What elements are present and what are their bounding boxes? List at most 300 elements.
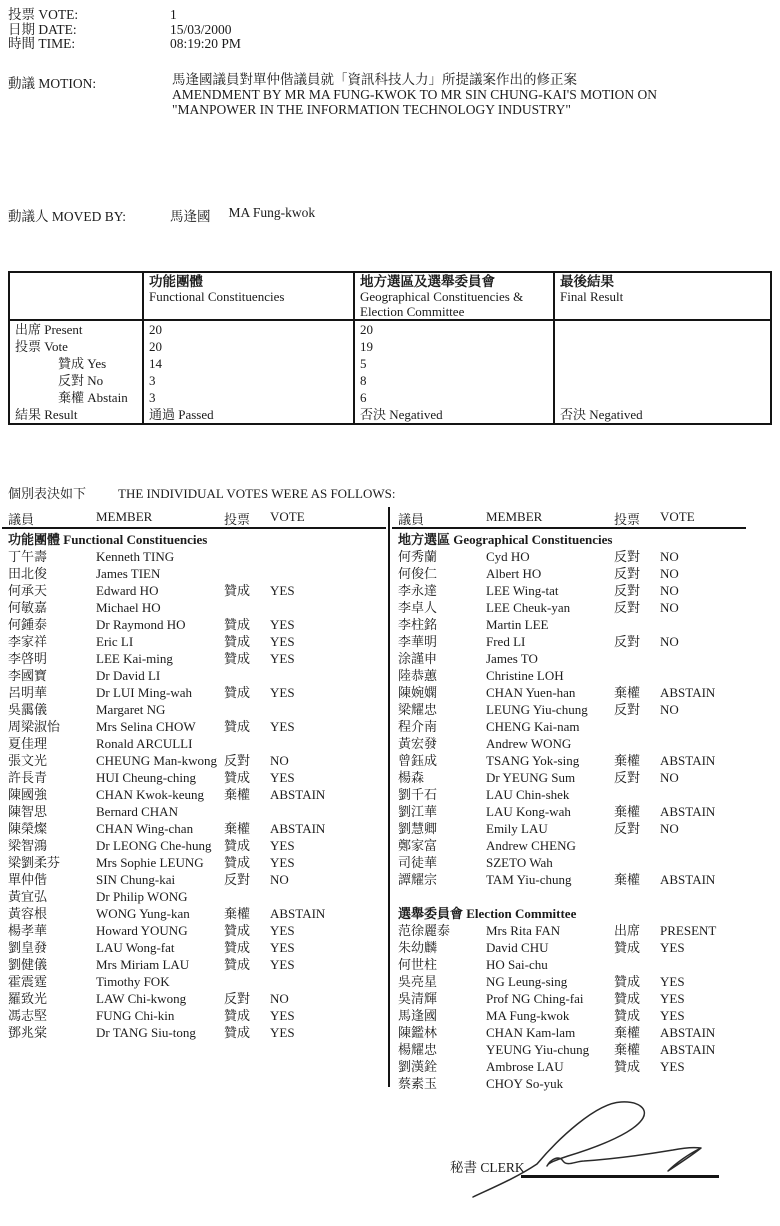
member-name-zh: 曾鈺成 [398,753,438,768]
member-vote-zh: 棄權 [614,1042,641,1057]
vote-header-en: VOTE [270,509,305,524]
member-name-en: CHAN Wing-chan [96,821,194,836]
member-row [8,837,386,854]
member-name-zh: 周梁淑怡 [8,719,61,734]
member-row [398,752,772,769]
member-name-zh: 楊孝華 [8,923,48,938]
member-vote-en: YES [270,634,295,649]
functional-title-zh: 功能團體 [149,274,203,289]
member-vote-en [660,956,772,973]
member-row [398,1024,772,1041]
vote-number-row [8,8,241,23]
member-vote-en: YES [270,651,295,666]
member-vote-zh: 贊成 [224,719,251,734]
member-name-en: TSANG Yok-sing [486,753,580,768]
member-vote-en [270,803,386,820]
member-vote-zh: 棄權 [614,872,641,887]
member-name-en: Mrs Sophie LEUNG [96,855,204,870]
member-row [398,820,772,837]
member-name-en: CHEUNG Man-kwong [96,753,217,768]
vote-section-title: 選舉委員會 Election Committee [398,906,577,921]
member-row [8,718,386,735]
member-row [8,565,386,582]
member-row [8,922,386,939]
member-row [8,582,386,599]
member-name-zh: 劉江華 [398,804,438,819]
summary-row-label: 贊成 Yes [9,355,143,372]
summary-value-cell [554,372,771,389]
member-name-en: NG Leung-sing [486,974,568,989]
member-vote-zh: 棄權 [614,685,641,700]
summary-row-label: 投票 Vote [9,338,143,355]
member-name-zh: 羅致光 [8,991,48,1006]
member-name-en: Dr LEONG Che-hung [96,838,212,853]
summary-value-cell: 6 [354,389,554,406]
member-vote-en [270,599,386,616]
member-name-zh: 單仲偕 [8,872,48,887]
member-row [398,990,772,1007]
member-name-en: WONG Yung-kan [96,906,190,921]
member-row [398,837,772,854]
summary-value-cell [554,355,771,372]
member-name-en: Prof NG Ching-fai [486,991,584,1006]
member-vote-en: YES [270,855,295,870]
member-name-zh: 陳婉嫻 [398,685,438,700]
member-row [398,939,772,956]
member-vote-zh: 贊成 [614,940,641,955]
member-name-zh: 朱幼麟 [398,940,438,955]
summary-row [9,406,771,424]
member-name-en: TAM Yiu-chung [486,872,572,887]
summary-row-label: 棄權 Abstain [9,389,143,406]
functional-title-en: Functional Constituencies [149,289,285,304]
member-name-zh: 陳榮燦 [8,821,48,836]
member-name-en: James TIEN [96,566,161,581]
member-vote-zh: 贊成 [224,923,251,938]
summary-col-geographical [354,272,554,320]
member-vote-en: YES [660,1008,685,1023]
member-vote-zh [224,599,270,616]
member-row [398,718,772,735]
member-name-zh: 李華明 [398,634,438,649]
member-vote-en: NO [270,872,289,887]
geographical-ec-votes-column [398,531,772,1092]
summary-corner-cell [9,272,143,320]
member-name-en: Dr YEUNG Sum [486,770,576,785]
member-row [398,565,772,582]
member-row [8,616,386,633]
member-vote-zh [224,888,270,905]
motion-line-en-1: AMENDMENT BY MR MA FUNG-KWOK TO MR SIN CHUNG-KAI'S MOTION ON [172,87,657,102]
member-name-en: Andrew WONG [486,736,572,751]
mover-name-en: MA Fung-kwok [228,205,316,220]
member-row [398,735,772,752]
member-vote-en: YES [270,1008,295,1023]
clerk-label: 秘書 CLERK [450,1160,525,1175]
member-vote-en: NO [660,549,679,564]
member-row [398,956,772,973]
member-vote-en: ABSTAIN [660,685,716,700]
member-vote-zh: 贊成 [224,1008,251,1023]
member-vote-zh: 反對 [614,549,641,564]
member-vote-zh: 棄權 [614,753,641,768]
member-row [8,684,386,701]
member-row [8,1024,386,1041]
member-name-en: CHAN Yuen-han [486,685,576,700]
member-vote-zh: 贊成 [224,634,251,649]
member-header-zh: 議員 [398,512,425,527]
member-name-zh: 陳國強 [8,787,48,802]
summary-value-cell: 3 [143,372,354,389]
member-row [398,684,772,701]
summary-col-final [554,272,771,320]
column-divider-line [388,507,390,1087]
member-name-zh: 何敏嘉 [8,600,48,615]
summary-value-cell: 5 [354,355,554,372]
member-vote-zh [224,565,270,582]
member-row [398,633,772,650]
member-name-en: Mrs Rita FAN [486,923,561,938]
summary-header-row [9,272,771,320]
left-column-header [8,509,385,528]
member-name-zh: 馬逢國 [398,1008,438,1023]
member-name-zh: 丁午壽 [8,549,48,564]
member-row [8,871,386,888]
member-vote-en: YES [270,940,295,955]
member-name-zh: 吳亮星 [398,974,438,989]
member-header-en: MEMBER [96,509,153,524]
final-title-zh: 最後結果 [560,274,614,289]
member-header-en: MEMBER [486,509,543,524]
member-vote-en [660,650,772,667]
member-row [398,973,772,990]
member-header-zh: 議員 [8,512,35,527]
member-row [8,820,386,837]
member-vote-zh [614,854,660,871]
member-name-zh: 李家祥 [8,634,48,649]
summary-value-cell [554,389,771,406]
member-row [8,956,386,973]
member-row [8,667,386,684]
member-vote-zh [224,973,270,990]
member-vote-zh: 棄權 [614,804,641,819]
member-name-zh: 楊耀忠 [398,1042,438,1057]
member-vote-en: YES [660,1059,685,1074]
vote-section-header [8,531,386,548]
summary-value-cell: 20 [354,320,554,338]
member-row [398,769,772,786]
member-name-en: Mrs Miriam LAU [96,957,190,972]
member-row [8,599,386,616]
mover-name-zh: 馬逢國 [170,209,211,224]
member-vote-zh: 反對 [224,753,251,768]
functional-votes-column [8,531,386,1041]
member-row [8,786,386,803]
member-row [8,973,386,990]
member-name-en: LAU Wong-fat [96,940,175,955]
motion-line-zh: 馬逢國議員對單仲偕議員就「資訊科技人力」所提議案作出的修正案 [172,72,577,87]
member-vote-en: ABSTAIN [270,821,326,836]
member-name-zh: 鄭家富 [398,838,438,853]
member-vote-zh [614,616,660,633]
vote-section-header [398,905,772,922]
vote-header-zh: 投票 [224,512,251,527]
member-vote-en: YES [270,838,295,853]
member-row [8,854,386,871]
member-row [398,803,772,820]
member-name-zh: 劉健儀 [8,957,48,972]
member-vote-zh [614,956,660,973]
summary-value-cell: 通過 Passed [143,406,354,424]
summary-row [9,372,771,389]
member-vote-zh [614,650,660,667]
individual-heading-zh: 個別表決如下 [8,486,87,501]
member-name-zh: 李卓人 [398,600,438,615]
member-vote-zh: 反對 [224,872,251,887]
member-name-en: LEE Kai-ming [96,651,173,666]
member-vote-en [660,786,772,803]
member-name-en: Ambrose LAU [486,1059,564,1074]
member-row [8,888,386,905]
member-vote-en [660,616,772,633]
member-row [398,616,772,633]
member-row [8,939,386,956]
member-name-zh: 李永達 [398,583,438,598]
member-name-en: MA Fung-kwok [486,1008,570,1023]
member-vote-zh: 贊成 [224,940,251,955]
member-name-zh: 吳清輝 [398,991,438,1006]
date-label: 日期 DATE: [8,21,77,37]
member-name-zh: 黃宜弘 [8,889,48,904]
member-name-zh: 梁智鴻 [8,838,48,853]
member-vote-en: YES [660,974,685,989]
member-name-zh: 陸恭蕙 [398,668,438,683]
member-row [8,735,386,752]
member-vote-en: YES [270,957,295,972]
member-vote-zh: 棄權 [614,1025,641,1040]
member-vote-zh: 贊成 [224,770,251,785]
member-vote-zh: 反對 [614,702,641,717]
member-row [398,854,772,871]
summary-value-cell: 否決 Negatived [354,406,554,424]
member-row [8,769,386,786]
member-vote-zh: 贊成 [614,974,641,989]
member-vote-en: YES [270,923,295,938]
geographical-title-zh: 地方選區及選舉委員會 [360,274,495,289]
member-vote-zh [614,718,660,735]
summary-row [9,355,771,372]
vote-header-zh: 投票 [614,512,641,527]
member-vote-en [660,837,772,854]
member-row [8,803,386,820]
summary-value-cell: 3 [143,389,354,406]
member-name-en: Dr Philip WONG [96,889,188,904]
member-vote-en: NO [660,634,679,649]
member-vote-zh [224,667,270,684]
member-name-zh: 黃容根 [8,906,48,921]
member-name-zh: 何俊仁 [398,566,438,581]
member-row [398,871,772,888]
summary-value-cell: 19 [354,338,554,355]
member-vote-en: YES [660,991,685,1006]
member-vote-zh: 贊成 [614,1059,641,1074]
member-vote-en: NO [660,583,679,598]
member-name-en: Dr David LI [96,668,161,683]
summary-table [8,271,772,425]
summary-value-cell: 20 [143,320,354,338]
member-name-en: Albert HO [486,566,542,581]
member-vote-zh: 贊成 [224,838,251,853]
right-column-header [398,509,748,528]
member-vote-zh: 反對 [614,600,641,615]
date-row [8,23,241,38]
moved-by-block [8,205,315,225]
member-vote-zh: 贊成 [614,1008,641,1023]
member-name-en: Eric LI [96,634,134,649]
member-vote-zh: 贊成 [224,957,251,972]
member-name-en: LEE Wing-tat [486,583,559,598]
member-vote-zh [614,786,660,803]
vote-section-header [398,531,772,548]
member-vote-zh: 贊成 [614,991,641,1006]
member-name-zh: 司徒華 [398,855,438,870]
member-row [398,667,772,684]
member-vote-en: YES [270,685,295,700]
member-name-zh: 陳智思 [8,804,48,819]
summary-value-cell: 20 [143,338,354,355]
member-vote-zh: 反對 [614,583,641,598]
summary-row-label: 出席 Present [9,320,143,338]
member-name-zh: 李國寶 [8,668,48,683]
vote-section-title: 地方選區 Geographical Constituencies [398,532,613,547]
member-vote-zh [614,1075,660,1092]
member-vote-en: YES [660,940,685,955]
member-name-en: David CHU [486,940,549,955]
geographical-title-en: Geographical Constituencies & Election Committee [360,289,524,319]
member-name-zh: 劉千石 [398,787,438,802]
member-name-zh: 程介南 [398,719,438,734]
member-vote-en: YES [270,617,295,632]
member-name-zh: 陳鑑林 [398,1025,438,1040]
member-vote-en: NO [660,566,679,581]
member-name-en: Dr Raymond HO [96,617,186,632]
member-name-en: Cyd HO [486,549,530,564]
member-vote-en: ABSTAIN [270,787,326,802]
vote-header-en: VOTE [660,509,695,524]
member-name-en: LAW Chi-kwong [96,991,187,1006]
member-vote-zh [614,837,660,854]
member-row [8,752,386,769]
blank-row [398,888,772,905]
member-vote-zh [614,667,660,684]
member-name-zh: 譚耀宗 [398,872,438,887]
member-vote-zh: 棄權 [224,787,251,802]
member-row [398,650,772,667]
member-name-zh: 涂謹申 [398,651,438,666]
member-vote-zh [224,803,270,820]
clerk-signature [460,1093,720,1211]
member-vote-en [660,718,772,735]
summary-value-cell: 否決 Negatived [554,406,771,424]
member-vote-zh: 棄權 [224,821,251,836]
member-row [398,1058,772,1075]
member-vote-zh: 贊成 [224,583,251,598]
member-vote-en [660,667,772,684]
member-row [398,701,772,718]
member-name-en: Andrew CHENG [486,838,576,853]
member-vote-zh: 贊成 [224,685,251,700]
member-row [398,922,772,939]
motion-text [172,72,776,117]
member-name-en: Michael HO [96,600,161,615]
member-row [8,905,386,922]
member-vote-zh: 反對 [614,566,641,581]
individual-heading-en: THE INDIVIDUAL VOTES WERE AS FOLLOWS: [118,486,396,501]
member-vote-zh: 反對 [224,991,251,1006]
final-title-en: Final Result [560,289,624,304]
member-row [398,599,772,616]
member-name-en: CHAN Kwok-keung [96,787,204,802]
member-vote-zh: 反對 [614,821,641,836]
member-vote-en: NO [660,821,679,836]
summary-col-functional [143,272,354,320]
member-name-zh: 何鍾泰 [8,617,48,632]
member-vote-zh: 反對 [614,770,641,785]
summary-row [9,320,771,338]
member-row [8,548,386,565]
individual-votes-heading [8,483,395,502]
member-vote-zh [224,548,270,565]
member-vote-en: YES [270,719,295,734]
member-name-en: Emily LAU [486,821,548,836]
member-name-zh: 劉慧卿 [398,821,438,836]
member-name-en: LEUNG Yiu-chung [486,702,588,717]
member-vote-zh [224,735,270,752]
member-name-en: LAU Chin-shek [486,787,570,802]
member-name-en: Martin LEE [486,617,549,632]
member-vote-en [660,854,772,871]
date-value: 15/03/2000 [170,21,232,37]
summary-value-cell [554,320,771,338]
meta-block [8,8,241,52]
member-name-en: SIN Chung-kai [96,872,176,887]
member-name-en: Dr TANG Siu-tong [96,1025,196,1040]
member-vote-en: YES [270,770,295,785]
member-name-zh: 許長青 [8,770,48,785]
member-vote-en: ABSTAIN [660,1025,716,1040]
member-name-en: YEUNG Yiu-chung [486,1042,590,1057]
member-vote-en: YES [270,1025,295,1040]
member-name-zh: 范徐麗泰 [398,923,451,938]
member-vote-en: ABSTAIN [660,753,716,768]
vote-number-value: 1 [170,7,177,22]
motion-label: 動議 MOTION: [8,76,97,91]
member-vote-en [270,735,386,752]
member-vote-zh [224,701,270,718]
member-name-en: Timothy FOK [96,974,170,989]
summary-value-cell: 8 [354,372,554,389]
member-row [8,990,386,1007]
member-vote-zh: 出席 [614,923,641,938]
member-vote-zh: 贊成 [224,651,251,666]
member-vote-en: ABSTAIN [660,804,716,819]
member-name-en: SZETO Wah [486,855,553,870]
member-vote-en [270,888,386,905]
member-vote-en: NO [270,991,289,1006]
time-label: 時間 TIME: [8,36,76,51]
member-name-en: Dr LUI Ming-wah [96,685,193,700]
member-name-en: Howard YOUNG [96,923,188,938]
